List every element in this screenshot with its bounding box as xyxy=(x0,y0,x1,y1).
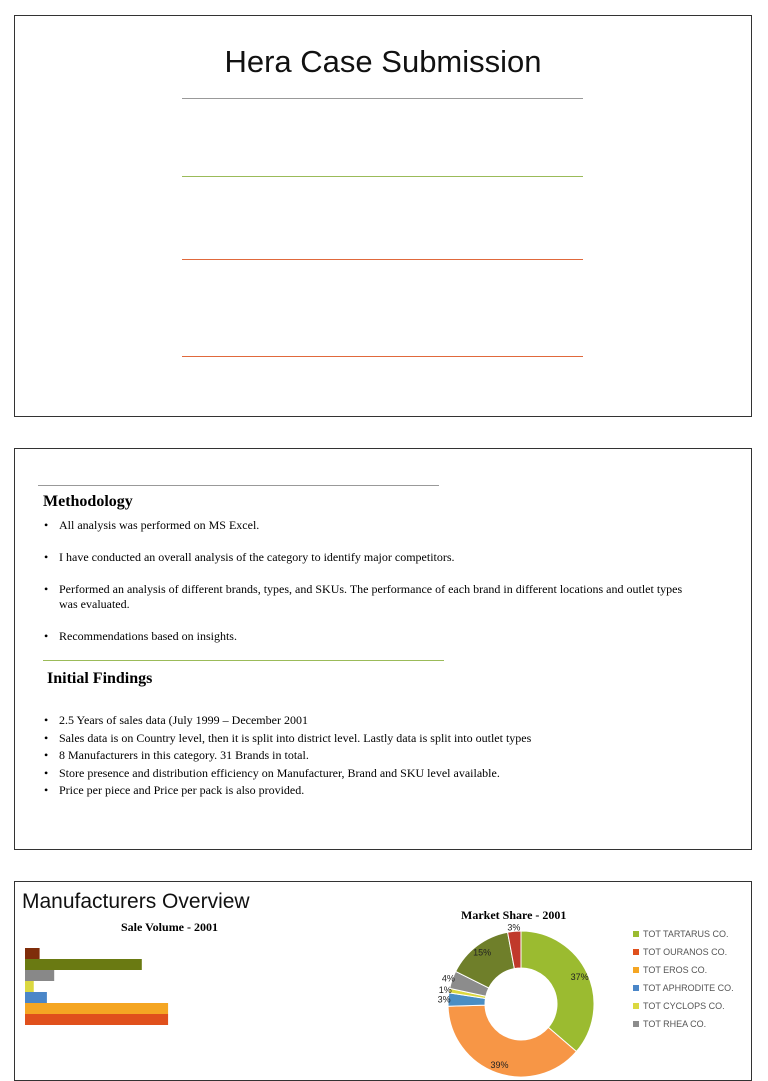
findings-heading: Initial Findings xyxy=(47,670,153,687)
bar xyxy=(25,970,54,981)
divider-line xyxy=(182,98,583,99)
bar xyxy=(25,992,47,1003)
legend-item: TOT CYCLOPS CO. xyxy=(633,997,734,1015)
bar xyxy=(25,959,142,970)
manufacturers-slide xyxy=(14,881,752,1081)
bar xyxy=(25,1003,168,1014)
data-label: 3% xyxy=(437,994,451,1005)
legend-swatch xyxy=(633,967,639,973)
data-label: 3% xyxy=(507,922,521,933)
divider-line xyxy=(43,660,444,661)
divider-line xyxy=(182,259,583,260)
bar xyxy=(25,1014,168,1025)
legend-swatch xyxy=(633,949,639,955)
data-label: 1% xyxy=(438,984,452,995)
findings-list xyxy=(43,712,693,800)
legend-item: TOT TARTARUS CO. xyxy=(633,925,734,943)
market-share-chart xyxy=(415,920,615,1070)
legend-item: TOT EROS CO. xyxy=(633,961,734,979)
divider-line xyxy=(182,356,583,357)
list-item: • Store presence and distribution efficiency on Manufacturer, Brand and SKU level available. xyxy=(43,765,693,783)
legend-swatch xyxy=(633,985,639,991)
data-label: 37% xyxy=(570,972,589,983)
list-item: • 2.5 Years of sales data (July 1999 – December 2001 xyxy=(43,712,693,730)
list-item: • Performed an analysis of different brands, types, and SKUs. The performance of each brand in different locations and outlet types was evaluated. xyxy=(43,582,683,612)
presentation-title: Hera Case Submission xyxy=(224,44,542,79)
donut-chart-title: Market Share - 2001 xyxy=(461,908,567,922)
methodology-heading: Methodology xyxy=(43,493,133,510)
list-item: • 8 Manufacturers in this category. 31 Brands in total. xyxy=(43,747,693,765)
legend-item: TOT RHEA CO. xyxy=(633,1015,734,1033)
data-label: 39% xyxy=(490,1059,509,1070)
legend-swatch xyxy=(633,931,639,937)
legend-item: TOT OURANOS CO. xyxy=(633,943,734,961)
data-label: 4% xyxy=(441,973,455,984)
data-label: 15% xyxy=(473,947,492,958)
bar xyxy=(25,981,34,992)
legend-swatch xyxy=(633,1003,639,1009)
list-item: • All analysis was performed on MS Excel. xyxy=(43,518,683,533)
legend-item: TOT APHRODITE CO. xyxy=(633,979,734,997)
divider-line xyxy=(38,485,439,486)
sale-volume-chart xyxy=(25,942,205,1032)
bar xyxy=(25,948,40,959)
list-item: • Price per piece and Price per pack is also provided. xyxy=(43,782,693,800)
methodology-slide xyxy=(14,448,752,850)
divider-line xyxy=(182,176,583,177)
title-slide xyxy=(14,15,752,417)
list-item: • Sales data is on Country level, then it is split into district level. Lastly data is split into outlet types xyxy=(43,730,693,748)
slide-title: Manufacturers Overview xyxy=(22,890,250,913)
legend-swatch xyxy=(633,1021,639,1027)
chart-legend xyxy=(633,925,734,1033)
methodology-list xyxy=(43,518,683,661)
donut-slice xyxy=(521,931,594,1051)
bar-chart-title: Sale Volume - 2001 xyxy=(121,920,219,934)
list-item: • I have conducted an overall analysis of the category to identify major competitors. xyxy=(43,550,683,565)
list-item: • Recommendations based on insights. xyxy=(43,629,683,644)
